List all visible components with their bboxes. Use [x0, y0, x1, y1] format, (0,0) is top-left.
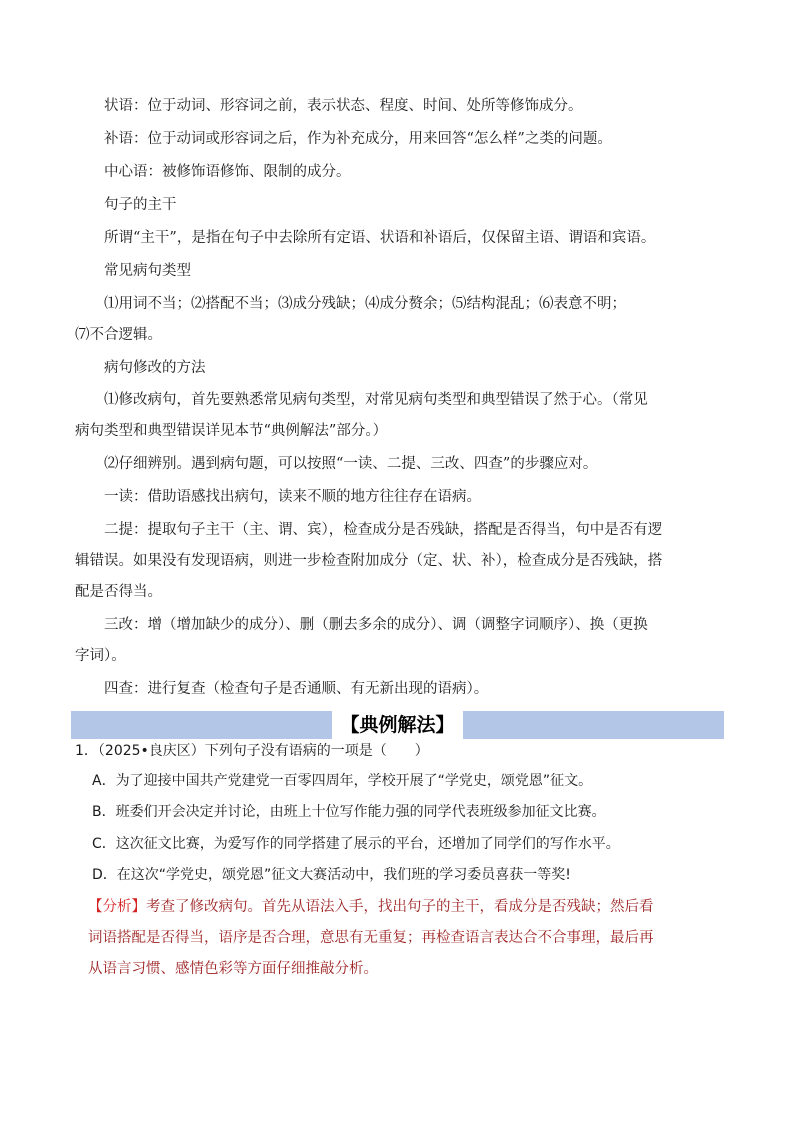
question-option-c: C．这次征文比赛，为爱写作的同学搭建了展示的平台，还增加了同学们的写作水平。 — [92, 836, 620, 852]
text-step-extract-1: 二提：提取句子主干（主、谓、宾），检查成分是否残缺，搭配是否得当，句中是否有逻 — [104, 522, 663, 538]
text-step-extract-2: 辑错误。如果没有发现语病，则进一步检查附加成分（定、状、补），检查成分是否残缺，搭 — [75, 553, 663, 569]
text-step-revise-2: 字词）。 — [75, 648, 126, 664]
analysis-line-2: 词语搭配是否得当，语序是否合理，意思有无重复；再检查语言表达合不合事理，最后再 — [88, 930, 654, 946]
text-method-1b: 病句类型和典型错误详见本节“典例解法”部分。） — [75, 423, 388, 439]
question-option-b: B．班委们开会决定并讨论，由班上十位写作能力强的同学代表班级参加征文比赛。 — [92, 804, 606, 820]
section-banner — [71, 711, 724, 739]
question-stem: 1．（2025•良庆区）下列句子没有语病的一项是（ ） — [75, 743, 429, 759]
text-method-2: ⑵仔细辨别。遇到病句题，可以按照“一读、二提、三改、四查”的步骤应对。 — [104, 456, 598, 472]
analysis-block — [88, 892, 728, 985]
analysis-line-1 — [88, 892, 728, 923]
text-complement: 补语：位于动词或形容词之后，作为补充成分，用来回答“怎么样”之类的问题。 — [104, 131, 612, 147]
section-title: 【典例解法】 — [332, 711, 462, 739]
text-step-revise-1: 三改：增（增加缺少的成分）、删（删去多余的成分）、调（调整字词顺序）、换（更换 — [104, 617, 648, 633]
text-step-extract-3: 配是否得当。 — [75, 584, 162, 600]
question-option-a: A．为了迎接中国共产党建党一百零四周年，学校开展了“学党史，颂党恩”征文。 — [92, 773, 593, 789]
text-trunk-definition: 所谓“主干”，是指在句子中去除所有定语、状语和补语后，仅保留主语、谓语和宾语。 — [104, 230, 656, 246]
analysis-text-1: 考查了修改病句。首先从语法入手，找出句子的主干，看成分是否残缺；然后看 — [146, 899, 654, 915]
text-error-types-2: ⑺不合逻辑。 — [75, 327, 162, 343]
heading-common-errors: 常见病句类型 — [104, 263, 191, 279]
text-step-check: 四查：进行复查（检查句子是否通顺、有无新出现的语病）。 — [104, 681, 489, 697]
text-adverbial: 状语：位于动词、形容词之前，表示状态、程度、时间、处所等修饰成分。 — [104, 98, 583, 114]
text-step-read: 一读：借助语感找出病句，读来不顺的地方往往存在语病。 — [104, 489, 481, 505]
text-head-word: 中心语：被修饰语修饰、限制的成分。 — [104, 164, 351, 180]
analysis-tag: 【分析】 — [88, 899, 146, 915]
heading-sentence-trunk: 句子的主干 — [104, 197, 177, 213]
text-error-types-1: ⑴用词不当；⑵搭配不当；⑶成分残缺；⑷成分赘余；⑸结构混乱；⑹表意不明； — [104, 296, 626, 312]
analysis-line-3: 从语言习惯、感情色彩等方面仔细推敲分析。 — [88, 961, 378, 977]
question-option-d: D．在这次“学党史，颂党恩”征文大赛活动中，我们班的学习委员喜获一等奖! — [92, 867, 571, 883]
heading-correction-methods: 病句修改的方法 — [104, 360, 206, 376]
text-method-1a: ⑴修改病句，首先要熟悉常见病句类型，对常见病句类型和典型错误了然于心。（常见 — [104, 392, 648, 408]
